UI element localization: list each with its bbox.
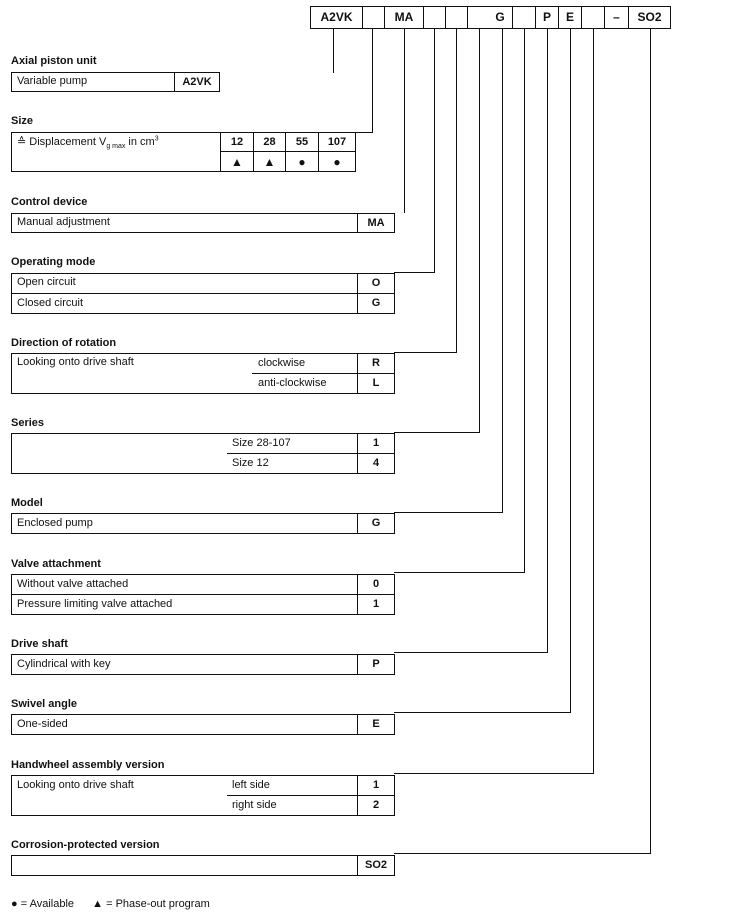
legend-available-label: = Available: [17, 898, 75, 910]
series-size-28-107-label: Size 28-107: [232, 437, 291, 449]
series-code-4: 4: [357, 453, 395, 474]
valve-without-label: Without valve attached: [17, 578, 129, 590]
size-107: 107: [318, 132, 356, 152]
swivel-label: One-sided: [17, 718, 68, 730]
valve-code-1: 1: [357, 594, 395, 615]
handwheel-left-label: left side: [232, 779, 270, 791]
rotation-divider: [252, 373, 358, 374]
size-107-available-icon: ●: [318, 151, 356, 172]
handwheel-label: Looking onto drive shaft: [17, 779, 134, 791]
rotation-anticlockwise-code: L: [357, 373, 395, 394]
drive-code: P: [357, 654, 395, 675]
connector-model: [502, 29, 503, 513]
handwheel-title: Handwheel assembly version: [11, 759, 165, 771]
connector-operating-h: [394, 272, 435, 273]
valve-pressure-label: Pressure limiting valve attached: [17, 598, 173, 610]
axial-code: A2VK: [174, 72, 220, 92]
model-label: Enclosed pump: [17, 517, 93, 529]
legend: [11, 898, 210, 910]
header-code-operating: [423, 6, 446, 29]
connector-handwheel-h: [394, 773, 594, 774]
connector-drive-h: [394, 652, 548, 653]
drive-label: Cylindrical with key: [17, 658, 111, 670]
axial-label: Variable pump: [17, 75, 88, 87]
handwheel-right-label: right side: [232, 799, 277, 811]
corrosion-title: Corrosion-protected version: [11, 839, 160, 851]
header-code-dash: –: [604, 6, 629, 29]
size-55: 55: [285, 132, 319, 152]
connector-valve: [524, 29, 525, 573]
header-code-a2vk: A2VK: [310, 6, 363, 29]
connector-rotation-h: [394, 352, 457, 353]
control-label: Manual adjustment: [17, 216, 110, 228]
series-code-1: 1: [357, 433, 395, 454]
connector-control: [404, 29, 405, 213]
valve-code-0: 0: [357, 574, 395, 595]
operating-closed-code: G: [357, 293, 395, 314]
size-12-phaseout-icon: ▲: [220, 151, 254, 172]
drive-title: Drive shaft: [11, 638, 68, 650]
rotation-label: Looking onto drive shaft: [17, 356, 134, 368]
operating-title: Operating mode: [11, 256, 96, 268]
connector-size-h: [355, 132, 373, 133]
swivel-code: E: [357, 714, 395, 735]
connector-series-h: [394, 432, 480, 433]
connector-model-h: [394, 512, 503, 513]
corrosion-code: SO2: [357, 855, 395, 876]
operating-open-label: Open circuit: [17, 276, 76, 288]
rotation-anticlockwise-label: anti-clockwise: [258, 377, 327, 389]
swivel-title: Swivel angle: [11, 698, 78, 710]
legend-phaseout-label: = Phase-out program: [103, 898, 210, 910]
header-code-ma: MA: [384, 6, 424, 29]
valve-divider: [11, 594, 358, 595]
header-code-size: [362, 6, 385, 29]
series-divider: [227, 453, 358, 454]
size-28: 28: [253, 132, 286, 152]
phaseout-icon: ▲: [92, 898, 104, 910]
rotation-title: Direction of rotation: [11, 337, 117, 349]
connector-operating: [434, 29, 435, 273]
connector-valve-h: [394, 572, 525, 573]
header-code-e: E: [558, 6, 582, 29]
model-code: G: [357, 513, 395, 534]
size-55-available-icon: ●: [285, 151, 319, 172]
handwheel-code-2: 2: [357, 795, 395, 816]
connector-corrosion: [650, 29, 651, 854]
header-code-rotation: [445, 6, 468, 29]
operating-open-code: O: [357, 273, 395, 294]
axial-title: Axial piston unit: [11, 55, 97, 67]
control-title: Control device: [11, 196, 88, 208]
available-icon: ●: [11, 898, 18, 910]
size-title: Size: [11, 115, 34, 127]
header-code-handwheel: [581, 6, 605, 29]
corrosion-box: [11, 855, 358, 876]
connector-swivel-h: [394, 712, 571, 713]
size-28-phaseout-icon: ▲: [253, 151, 286, 172]
rotation-clockwise-label: clockwise: [258, 357, 306, 369]
header-code-valve: [512, 6, 536, 29]
control-code: MA: [357, 213, 395, 233]
header-code-so2: SO2: [628, 6, 671, 29]
series-size-12-label: Size 12: [232, 457, 269, 469]
handwheel-code-1: 1: [357, 775, 395, 796]
operating-divider: [11, 293, 358, 294]
operating-closed-label: Closed circuit: [17, 297, 84, 309]
connector-swivel: [570, 29, 571, 713]
header-code-g: G: [467, 6, 513, 29]
model-title: Model: [11, 497, 43, 509]
connector-axial: [333, 29, 334, 73]
handwheel-divider: [227, 795, 358, 796]
connector-corrosion-h: [394, 853, 651, 854]
size-label: ≙ Displacement $V_{g max}$ in $cm^3$: [17, 135, 159, 151]
connector-series: [479, 29, 480, 433]
header-code-p: P: [535, 6, 559, 29]
connector-rotation: [456, 29, 457, 353]
valve-title: Valve attachment: [11, 558, 101, 570]
series-title: Series: [11, 417, 45, 429]
connector-handwheel: [593, 29, 594, 773]
connector-drive: [547, 29, 548, 653]
size-12: 12: [220, 132, 254, 152]
connector-size: [372, 29, 373, 133]
rotation-clockwise-code: R: [357, 353, 395, 374]
